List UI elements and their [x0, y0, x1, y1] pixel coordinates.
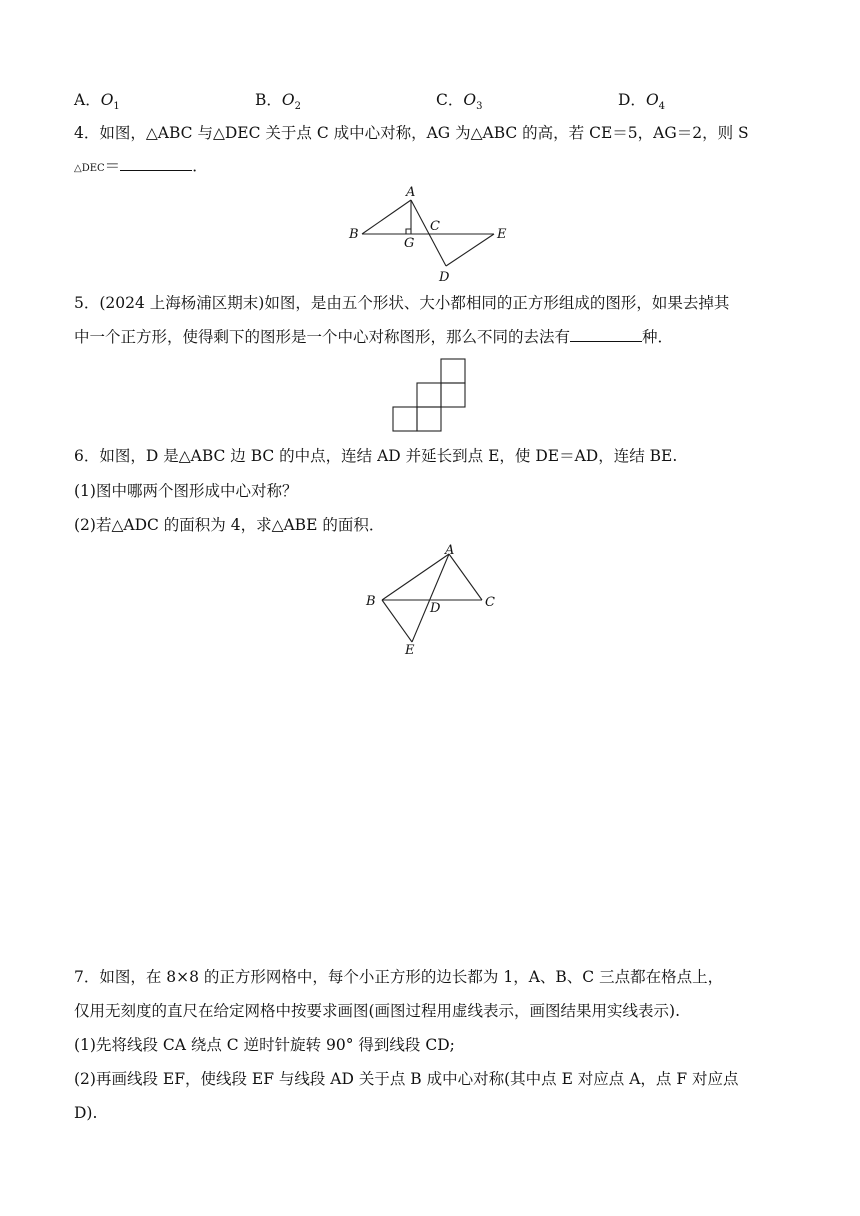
q5-text-line1: 5．(2024 上海杨浦区期末)如图，是由五个形状、大小都相同的正方形组成的图形，如果去掉其 [74, 294, 730, 312]
q7-part2: (2)再画线段 EF，使线段 EF 与线段 AD 关于点 B 成中心对称(其中点 E 对应点 A，点 F 对应点 [74, 1070, 739, 1088]
option-d: D．$O_4$ [618, 91, 666, 113]
label-d: D [430, 601, 441, 616]
square-bottom-left [393, 407, 417, 431]
label-a: A [445, 543, 455, 558]
answer-blank[interactable] [120, 156, 192, 171]
label-d: D [439, 270, 450, 285]
label-b: B [366, 594, 376, 609]
label-a: A [406, 185, 416, 200]
segment-ab [362, 200, 411, 234]
segment-ac [449, 554, 482, 600]
option-c: C．$O_3$ [436, 91, 483, 113]
label-g: G [404, 236, 415, 251]
label-c: C [430, 219, 440, 234]
q6-figure [360, 540, 510, 660]
q7-text-line2: 仅用无刻度的直尺在给定网格中按要求画图(画图过程用虚线表示，画图结果用实线表示). [74, 1002, 681, 1020]
right-angle-mark [406, 229, 411, 234]
q6-text-line1: 6．如图，D 是△ABC 边 BC 的中点，连结 AD 并延长到点 E，使 DE＝AD，连结 BE. [74, 447, 678, 465]
q4-text-line1: 4．如图，△ABC 与△DEC 关于点 C 成中心对称，AG 为△ABC 的高，若 CE＝5，AG＝2，则 S [74, 124, 749, 142]
q7-part1: (1)先将线段 CA 绕点 C 逆时针旋转 90° 得到线段 CD; [74, 1036, 455, 1054]
q4-figure [340, 182, 520, 286]
q6-part1: (1)图中哪两个图形成中心对称？ [74, 482, 298, 500]
label-e: E [497, 227, 507, 242]
segment-ad [411, 200, 446, 266]
label-b: B [349, 227, 359, 242]
option-a: A．$O_1$ [74, 91, 120, 113]
segment-be [382, 600, 412, 642]
q7-text-line1: 7．如图，在 8×8 的正方形网格中，每个小正方形的边长都为 1，A、B、C 三点都在格点上， [74, 968, 724, 986]
segment-ed [446, 234, 494, 266]
option-b: B．$O_2$ [255, 91, 301, 113]
square-middle-left [417, 383, 441, 407]
answer-blank[interactable] [570, 327, 642, 342]
q6-part2: (2)若△ADC 的面积为 4，求△ABE 的面积． [74, 516, 385, 534]
square-middle-right [441, 383, 465, 407]
square-bottom-right [417, 407, 441, 431]
q5-text-line2: 中一个正方形，使得剩下的图形是一个中心对称图形，那么不同的去法有 种． [74, 328, 674, 346]
q4-text-line2: △DEC＝ ． [74, 157, 208, 175]
square-top [441, 359, 465, 383]
label-e: E [405, 643, 415, 658]
q5-squares-figure [390, 357, 470, 437]
q7-part2-continued: D). [74, 1104, 98, 1122]
label-c: C [485, 595, 495, 610]
